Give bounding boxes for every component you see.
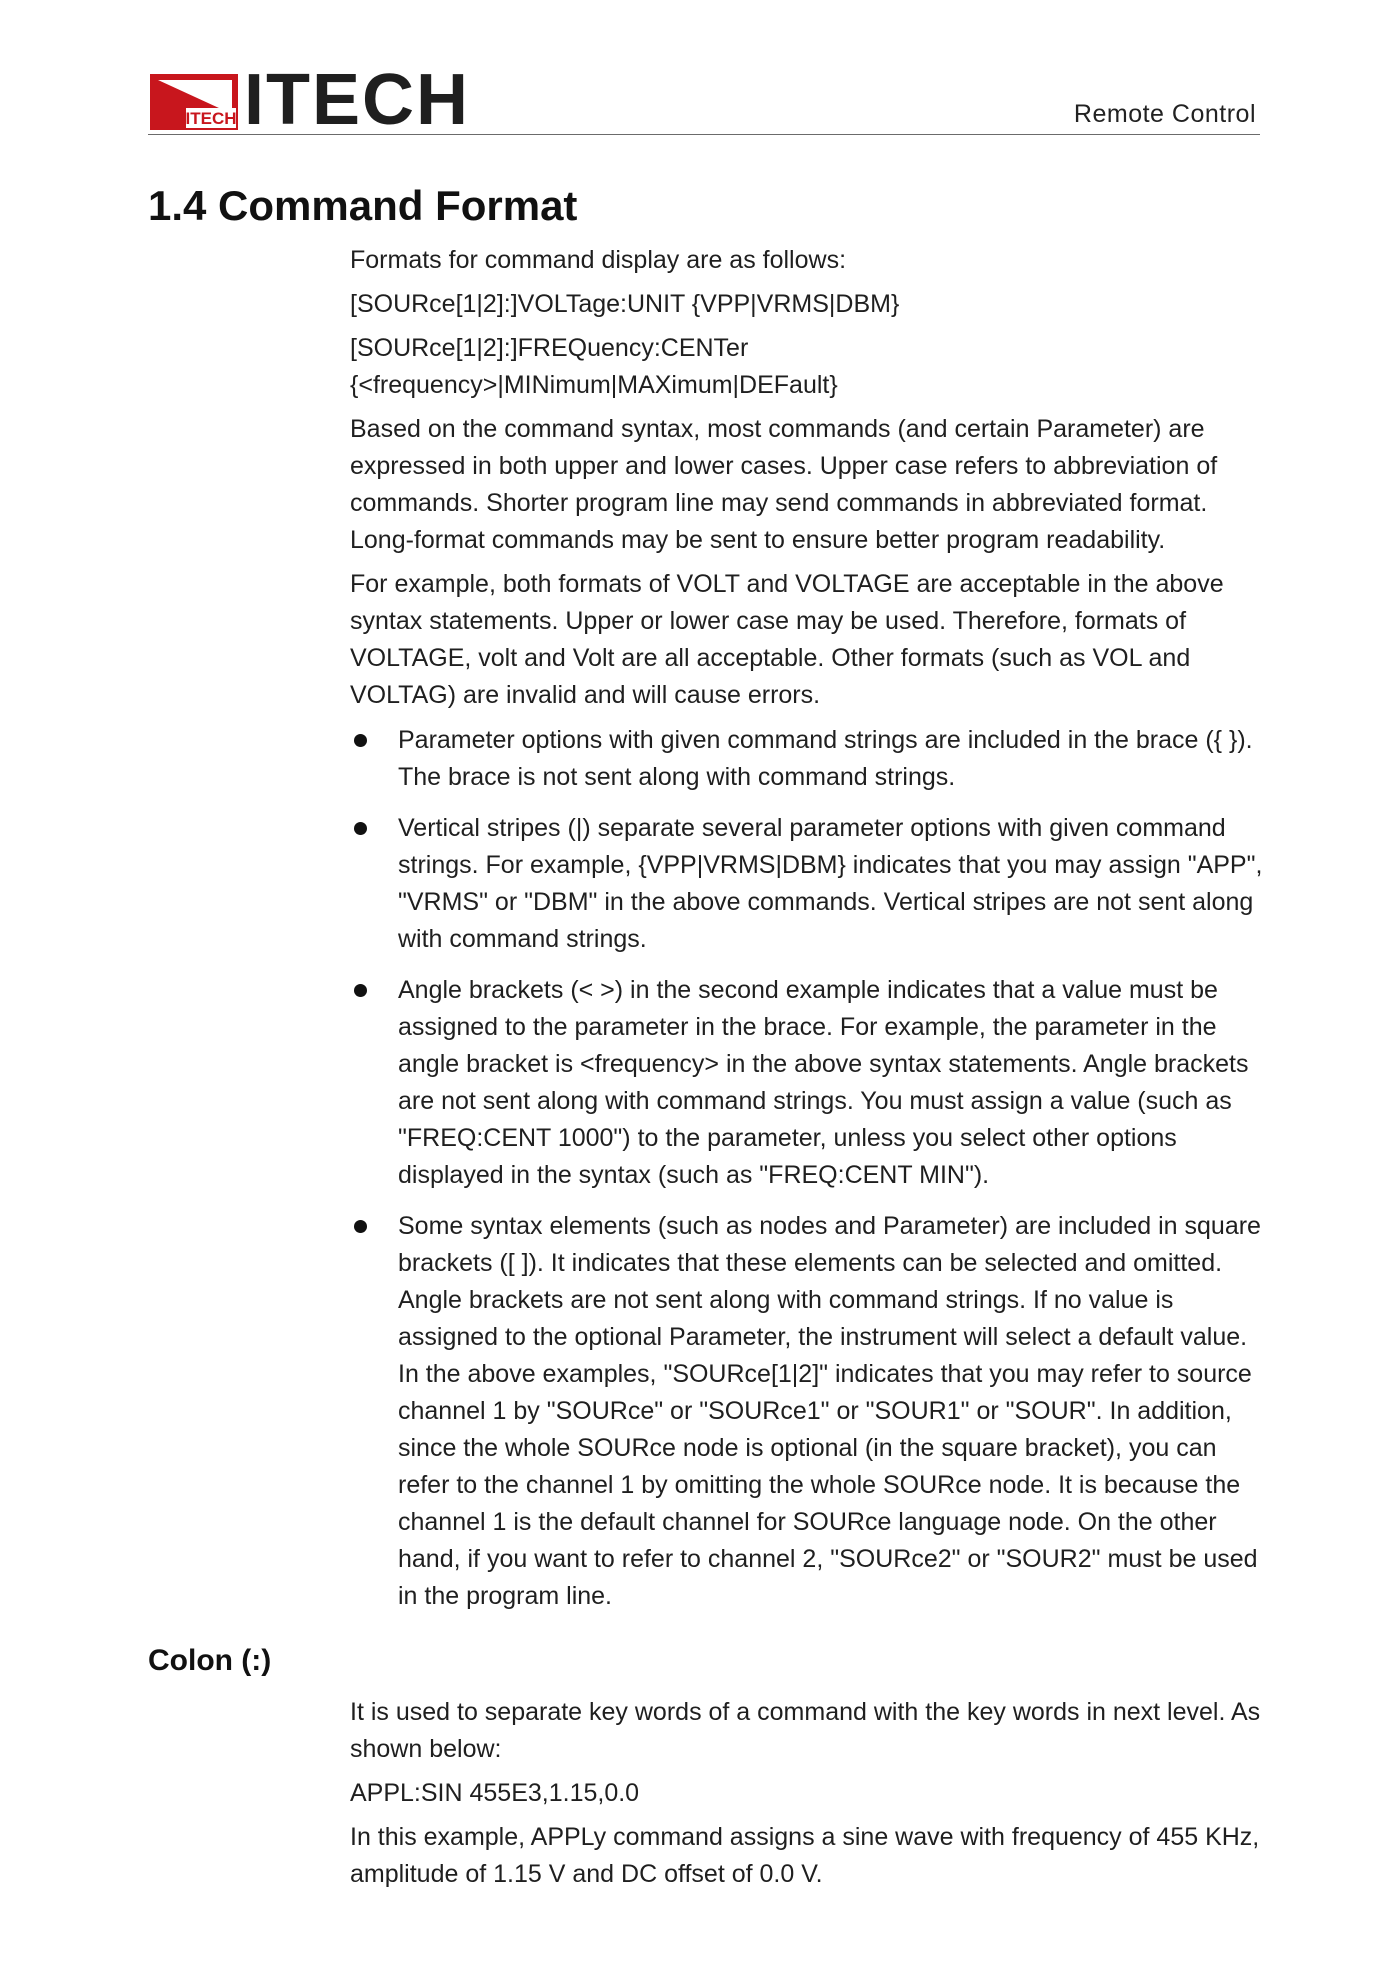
- syntax-example-frequency-line2: {<frequency>|MINimum|MAXimum|DEFault}: [350, 371, 838, 399]
- bullet-icon: [354, 822, 367, 835]
- logo-wordmark: ITECH: [244, 60, 470, 140]
- list-item-text: Some syntax elements (such as nodes and Parameter) are included in square brackets ([ ]). It indicates that these elements can be selected and omitted. Angle brackets are not sent along with command strings. If no value is assigned to the optional Parameter, the instrument will select a default value. In the above examples, "SOURce[1|2]" indicates that you may refer to source channel 1 by "SOURce" or "SOURce1" or "SOUR1" or "SOUR". In addition, since the whole SOURce node is optional (in the square bracket), you can refer to the channel 1 by omitting the whole SOURce node. It is because the channel 1 is the default channel for SOURce language node. On the other hand, if you want to refer to channel 2, "SOURce2" or "SOUR2" must be used in the program line.: [398, 1212, 1261, 1610]
- syntax-example-voltage: [SOURce[1|2]:]VOLTage:UNIT {VPP|VRMS|DBM}: [350, 290, 900, 318]
- bullet-icon: [354, 984, 367, 997]
- intro-paragraph: Formats for command display are as follows:: [350, 246, 847, 274]
- list-item: [350, 722, 1270, 796]
- intro-block: [350, 242, 1270, 721]
- syntax-example-frequency-line1: [SOURce[1|2]:]FREQuency:CENTer: [350, 334, 749, 362]
- colon-block: [350, 1694, 1270, 1900]
- section-title: Remote Control: [1073, 100, 1256, 128]
- section-heading: 1.4 Command Format: [148, 182, 578, 229]
- logo-mark-text: ITECH: [185, 109, 237, 128]
- colon-example-command: APPL:SIN 455E3,1.15,0.0: [350, 1779, 640, 1807]
- list-item-text: Vertical stripes (|) separate several parameter options with given command strings. For example, {VPP|VRMS|DBM} indicates that you may assign "APP", "VRMS" or "DBM" in the above commands. Vertical stripes are not sent along with command strings.: [398, 814, 1263, 953]
- syntax-rules-list: [350, 722, 1270, 1629]
- itech-logo-mark-icon: [150, 74, 238, 130]
- colon-explanation: In this example, APPLy command assigns a sine wave with frequency of 455 KHz, amplitude of 1.15 V and DC offset of 0.0 V.: [350, 1823, 1260, 1888]
- list-item-text: Angle brackets (< >) in the second example indicates that a value must be assigned to the parameter in the brace. For example, the parameter in the angle bracket is <frequency> in the above syntax statements. Angle brackets are not sent along with command strings. You must assign a value (such as "FREQ:CENT 1000") to the parameter, unless you select other options displayed in the syntax (such as "FREQ:CENT MIN").: [398, 976, 1249, 1189]
- list-item-text: Parameter options with given command strings are included in the brace ({ }). The brace is not sent along with command strings.: [398, 726, 1253, 791]
- subsection-heading: Colon (:): [148, 1644, 272, 1677]
- colon-paragraph: It is used to separate key words of a command with the key words in next level. As shown below:: [350, 1698, 1261, 1763]
- list-item: [350, 972, 1270, 1194]
- example-paragraph: For example, both formats of VOLT and VOLTAGE are acceptable in the above syntax statements. Upper or lower case may be used. Therefore, formats of VOLTAGE, volt and Volt are all acceptable. Other formats (such as VOL and VOLTAG) are invalid and will cause errors.: [350, 570, 1224, 709]
- bullet-icon: [354, 734, 367, 747]
- page-header: [148, 60, 1260, 140]
- case-paragraph: Based on the command syntax, most commands (and certain Parameter) are expressed in both upper and lower cases. Upper case refers to abbreviation of commands. Shorter program line may send commands in abbreviated format. Long-format commands may be sent to ensure better program readability.: [350, 415, 1218, 554]
- company-logo: [150, 60, 470, 140]
- list-item: [350, 1208, 1270, 1615]
- list-item: [350, 810, 1270, 958]
- bullet-icon: [354, 1220, 367, 1233]
